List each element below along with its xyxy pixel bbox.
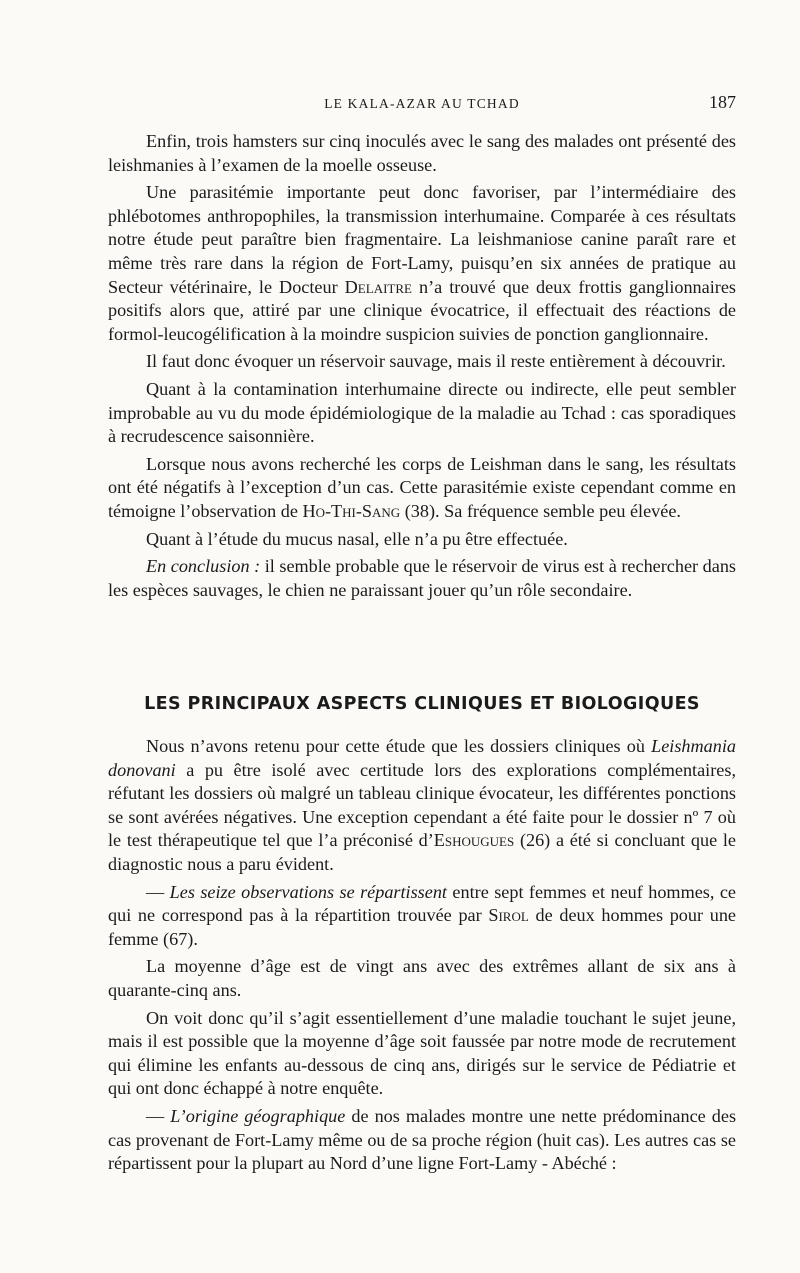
paragraph: En conclusion : il semble probable que le réservoir de virus est à rechercher dans les espèces sauvages, le chien ne paraissant jouer qu’un rôle secondaire. (108, 556, 736, 600)
section-1-text (108, 130, 736, 606)
paragraph: Nous n’avons retenu pour cette étude que les dossiers cliniques où Leishmania donovani a pu être isolé avec certitude lors des explorations complémentaires, réfutant les dossiers où malgré un tableau clinique évocateur, les différentes ponctions se sont avérées négatives. Une exception cependant a été faite pour le dossier nº 7 où le test thérapeutique tel que l’a préconisé d’Eshougues (26) a été si concluant que le diagnostic nous a paru évident. (108, 736, 736, 874)
paragraph: Quant à la contamination interhumaine directe ou indirecte, elle peut sembler improbable au vu du mode épidémiologique de la maladie au Tchad : cas sporadiques à recrudescence saisonnière. (108, 378, 736, 447)
paragraph: — Les seize observations se répartissent entre sept femmes et neuf hommes, ce qui ne correspond pas à la répartition trouvée par Sirol de deux hommes pour une femme (67). (108, 881, 737, 949)
running-header (108, 92, 736, 116)
paragraph: — L’origine géographique de nos malades montre une nette prédominance des cas provenant de Fort-Lamy même ou de sa proche région (huit cas). Les autres cas se répartissent pour la plupart au Nord d’une ligne Fort-Lamy - Abéché : (108, 1105, 737, 1174)
page-number: 187 (709, 92, 736, 112)
paragraph: Enfin, trois hamsters sur cinq inoculés avec le sang des malades ont présenté des leishmanies à l’examen de la moelle osseuse. (108, 131, 736, 175)
section-heading: LES PRINCIPAUX ASPECTS CLINIQUES ET BIOLOGIQUES (144, 694, 700, 714)
paragraph: Lorsque nous avons recherché les corps de Leishman dans le sang, les résultats ont été négatifs à l’exception d’un cas. Cette parasitémie existe cependant comme en témoigne l’observation de Ho-Thi-Sang (38). Sa fréquence semble peu élevée. (108, 453, 736, 521)
paragraph: La moyenne d’âge est de vingt ans avec des extrêmes allant de six ans à quarante-cinq ans. (108, 956, 736, 1000)
paragraph: Quant à l’étude du mucus nasal, elle n’a pu être effectuée. (146, 528, 568, 549)
running-title: LE KALA-AZAR AU TCHAD (324, 96, 520, 111)
paragraph: Il faut donc évoquer un réservoir sauvage, mais il reste entièrement à découvrir. (146, 351, 726, 372)
paragraph: Une parasitémie importante peut donc favoriser, par l’intermédiaire des phlébotomes anthropophiles, la transmission interhumaine. Comparée à ces résultats notre étude peut paraître bien fragmentaire. La leishmaniose canine paraît rare et même très rare dans la région de Fort-Lamy, puisqu’en six années de pratique au Secteur vétérinaire, le Docteur Delaitre n’a trouvé que deux frottis ganglionnaires positifs alors que, attiré par une clinique évocatrice, il effectuait des réactions de formol-leucogélification à la moindre suspicion suivies de ponction ganglionnaire. (108, 182, 736, 344)
paragraph: On voit donc qu’il s’agit essentiellement d’une maladie touchant le sujet jeune, mais il est possible que la moyenne d’âge soit faussée par notre mode de recrutement qui élimine les enfants au-dessous de cinq ans, dirigés sur le service de Pédiatrie et qui ont donc échappé à notre enquête. (108, 1007, 736, 1099)
section-2-text (108, 735, 736, 1180)
